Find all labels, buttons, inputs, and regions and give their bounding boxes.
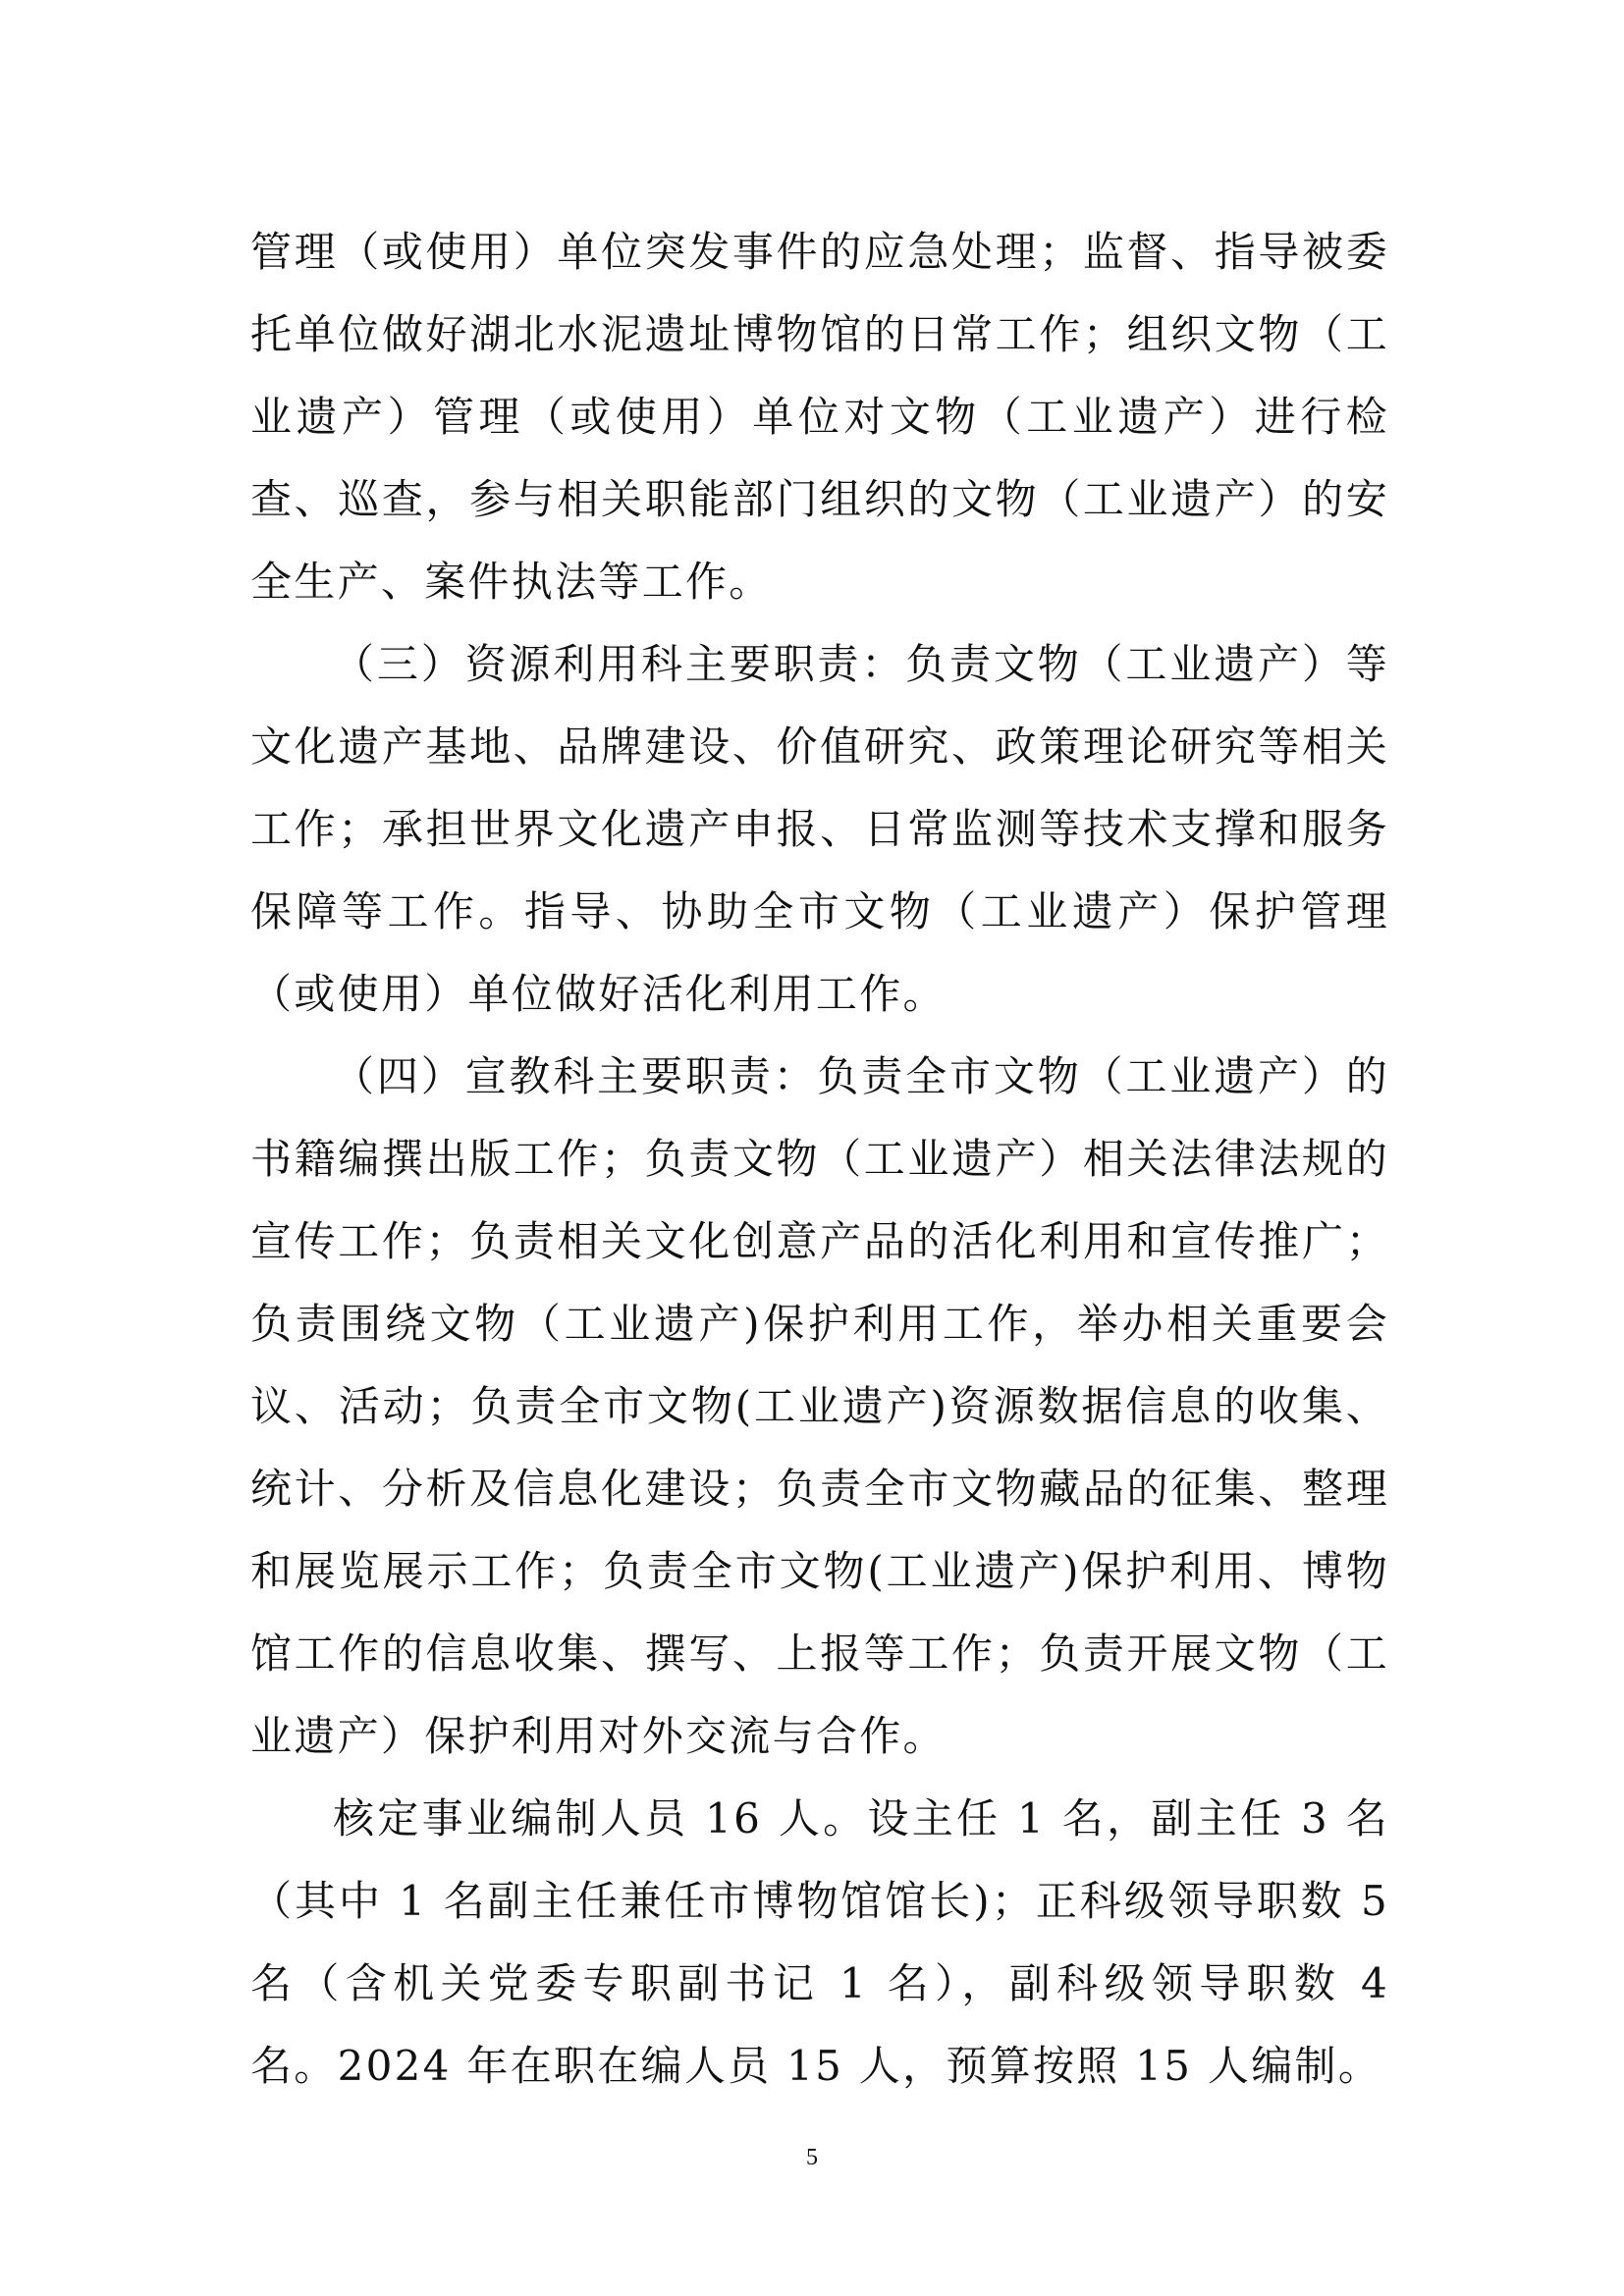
paragraph-staffing: 核定事业编制人员 16 人。设主任 1 名，副主任 3 名（其中 1 名副主任兼任市博物馆馆长)；正科级领导职数 5 名（含机关党委专职副书记 1 名），副科级领导职数 4 名。2024 年在职在编人员 15 人，预算按照 15 人编制。 <box>250 1794 1389 2090</box>
page-number: 5 <box>806 2145 818 2170</box>
paragraph-education-section: （四）宣教科主要职责：负责全市文物（工业遗产）的书籍编撰出版工作；负责文物（工业遗产）相关法律法规的宣传工作；负责相关文化创意产品的活化利用和宣传推广；负责围绕文物（工业遗产)保护利用工作，举办相关重要会议、活动；负责全市文物(工业遗产)资源数据信息的收集、统计、分析及信息化建设；负责全市文物藏品的征集、整理和展览展示工作；负责全市文物(工业遗产)保护利用、博物馆工作的信息收集、撰写、上报等工作；负责开展文物（工业遗产）保护利用对外交流与合作。 <box>250 1052 1389 1760</box>
paragraph-resource-utilization-section: （三）资源利用科主要职责：负责文物（工业遗产）等文化遗产基地、品牌建设、价值研究、政策理论研究等相关工作；承担世界文化遗产申报、日常监测等技术支撑和服务保障等工作。指导、协助全市文物（工业遗产）保护管理（或使用）单位做好活化利用工作。 <box>250 640 1389 1018</box>
document-body <box>250 211 1389 2108</box>
paragraph-continuation: 管理（或使用）单位突发事件的应急处理；监督、指导被委托单位做好湖北水泥遗址博物馆的日常工作；组织文物（工业遗产）管理（或使用）单位对文物（工业遗产）进行检查、巡查，参与相关职能部门组织的文物（工业遗产）的安全生产、案件执法等工作。 <box>250 228 1389 606</box>
